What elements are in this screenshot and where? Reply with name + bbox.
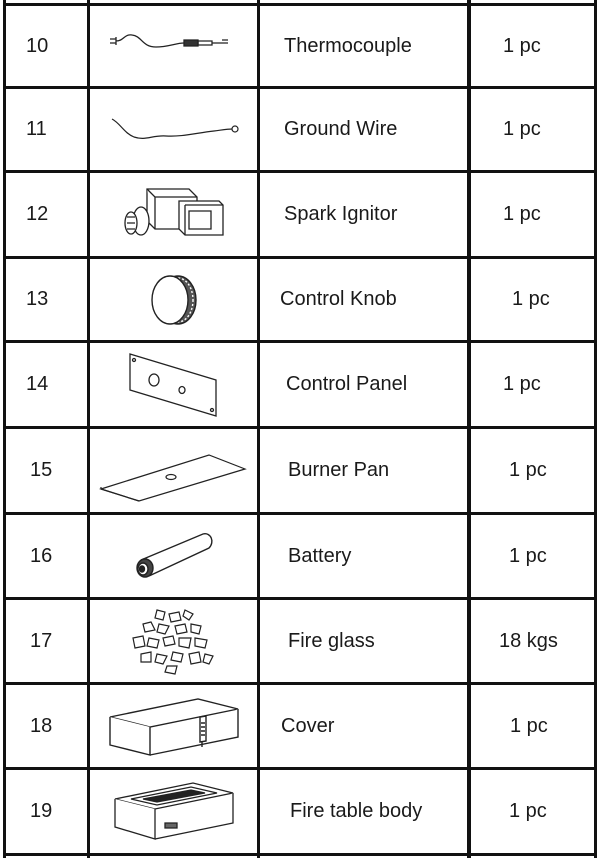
- spark-ignitor-icon: [92, 173, 256, 256]
- part-quantity: 1 pc: [509, 544, 547, 567]
- thermocouple-icon: [92, 6, 256, 86]
- part-number: 16: [30, 544, 53, 567]
- part-name: Fire glass: [288, 629, 375, 652]
- part-number: 13: [26, 288, 49, 310]
- part-name: Spark Ignitor: [284, 203, 398, 225]
- burner-pan-icon: [92, 429, 256, 512]
- table-border-bottom: [3, 853, 597, 856]
- fire-glass-icon: [92, 600, 256, 682]
- table-row: [0, 429, 601, 512]
- part-quantity: 1 pc: [512, 288, 550, 310]
- table-row: [0, 173, 601, 256]
- part-number: 18: [30, 714, 53, 737]
- part-name: Ground Wire: [284, 118, 398, 140]
- control-knob-icon: [92, 259, 256, 340]
- part-number: 10: [26, 34, 49, 57]
- part-name: Fire table body: [290, 800, 423, 822]
- part-number: 11: [26, 118, 47, 140]
- part-name: Cover: [281, 714, 335, 737]
- part-quantity: 18 kgs: [499, 629, 558, 652]
- part-number: 17: [30, 629, 53, 652]
- table-row: [0, 685, 601, 767]
- ground-wire-icon: [92, 89, 256, 170]
- part-quantity: 1 pc: [503, 203, 541, 225]
- part-quantity: 1 pc: [509, 800, 547, 822]
- part-number: 14: [26, 373, 49, 395]
- fire-table-body-icon: [92, 770, 256, 853]
- table-row: [0, 259, 601, 340]
- table-row: [0, 515, 601, 597]
- part-number: 19: [30, 800, 53, 822]
- part-quantity: 1 pc: [503, 34, 541, 57]
- table-row: [0, 600, 601, 682]
- part-number: 15: [30, 459, 53, 481]
- table-row: [0, 343, 601, 426]
- part-quantity: 1 pc: [503, 118, 541, 140]
- part-quantity: 1 pc: [509, 459, 547, 481]
- part-name: Battery: [288, 544, 352, 567]
- part-name: Burner Pan: [288, 459, 390, 481]
- part-name: Thermocouple: [284, 34, 412, 57]
- part-number: 12: [26, 203, 49, 225]
- part-name: Control Knob: [280, 288, 397, 310]
- table-row: [0, 6, 601, 86]
- part-quantity: 1 pc: [503, 373, 541, 395]
- part-name: Control Panel: [286, 373, 408, 395]
- part-quantity: 1 pc: [510, 714, 548, 737]
- cover-icon: [92, 685, 256, 767]
- control-panel-icon: [92, 343, 256, 426]
- table-row: [0, 770, 601, 853]
- battery-icon: [92, 515, 256, 597]
- table-row: [0, 89, 601, 170]
